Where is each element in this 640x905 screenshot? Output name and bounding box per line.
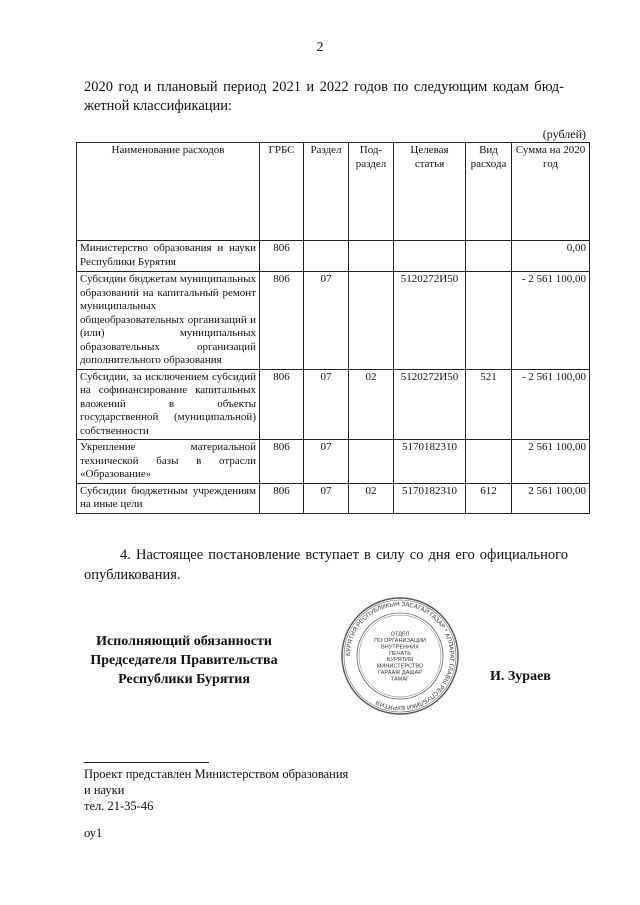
signature-line-2: Председателя Правительства <box>90 653 278 668</box>
seal-center-line: ВНУТРЕННИХ <box>380 644 420 651</box>
cell-subsection: 02 <box>349 369 394 440</box>
table-row <box>77 440 590 484</box>
cell-subsection <box>349 272 394 370</box>
cell-target: 5120272И50 <box>394 369 466 440</box>
cell-type: 612 <box>466 483 512 513</box>
intro-line-1: 2020 год и плановый период 2021 и 2022 годов по следующим кодам бюд- <box>84 79 564 95</box>
official-seal <box>340 596 460 716</box>
header-type: Вид расхода <box>466 143 512 241</box>
cell-target: 5120272И50 <box>394 272 466 370</box>
table-row <box>77 483 590 513</box>
signature-line-1: Исполняющий обязанности <box>96 634 272 649</box>
intro-paragraph <box>84 78 564 116</box>
cell-section: 07 <box>304 369 349 440</box>
cell-section <box>304 241 349 272</box>
table-row <box>77 241 590 272</box>
cell-name: Субсидии, за исключением субсидий на софинансирование капитальных вложений в объекты государственной (муниципальной) собственности <box>77 369 260 440</box>
cell-target: 5170182310 <box>394 440 466 484</box>
cell-type: 521 <box>466 369 512 440</box>
document-code: оу1 <box>84 826 103 840</box>
table-header-row <box>77 143 590 241</box>
cell-target: 5170182310 <box>394 483 466 513</box>
cell-name: Субсидии бюджетам муниципальных образований на капитальный ремонт муниципальных общеобразовательных организаций и (или) муниципальных образовательных организаций дополнительного образования <box>77 272 260 370</box>
intro-line-2: жетной классификации: <box>84 98 233 114</box>
table-row <box>77 369 590 440</box>
cell-grbs: 806 <box>260 440 304 484</box>
cell-subsection <box>349 440 394 484</box>
units-label: (рублей) <box>542 127 586 141</box>
cell-subsection: 02 <box>349 483 394 513</box>
seal-center-line: ГАРААЖ ДАШАР <box>377 670 423 676</box>
cell-amount: 2 561 100,00 <box>512 483 590 513</box>
table-row <box>77 272 590 370</box>
cell-type <box>466 440 512 484</box>
cell-amount: - 2 561 100,00 <box>512 272 590 370</box>
header-name: Наименование расходов <box>77 143 260 241</box>
cell-grbs: 806 <box>260 369 304 440</box>
seal-center-line: ПО ОРГАНИЗАЦИИ <box>374 638 426 644</box>
cell-amount: 2 561 100,00 <box>512 440 590 484</box>
signer-name: И. Зураев <box>490 669 551 684</box>
seal-center-line: МИНИСТЕРСТВО <box>376 663 424 670</box>
cell-section: 07 <box>304 440 349 484</box>
cell-target <box>394 241 466 272</box>
cell-subsection <box>349 241 394 272</box>
cell-amount: 0,00 <box>512 241 590 272</box>
cell-name: Субсидии бюджетным учреждениям на иные цели <box>77 483 260 513</box>
decree-paragraph: 4. Настоящее постановление вступает в силу со дня его официального опубликования. <box>84 547 568 583</box>
cell-name: Министерство образования и науки Республики Бурятия <box>77 241 260 272</box>
budget-table <box>76 142 590 514</box>
header-section: Раздел <box>304 143 349 241</box>
seal-center-line: ПЕЧАТЬ <box>389 650 411 657</box>
cell-grbs: 806 <box>260 272 304 370</box>
header-subsection: Под-раздел <box>349 143 394 241</box>
footnote-divider <box>84 762 209 763</box>
signature-line-3: Республики Бурятия <box>118 672 250 687</box>
header-target: Целевая статья <box>394 143 466 241</box>
signature-title <box>84 632 284 689</box>
seal-center-line: ОТДЕЛ <box>390 631 410 638</box>
header-amount: Сумма на 2020 год <box>512 143 590 241</box>
header-grbs: ГРБС <box>260 143 304 241</box>
svg-text:БУРЯТИЯ РЕСПУБЛИКЫН ЗАСАГАЙ ГА: БУРЯТИЯ РЕСПУБЛИКЫН ЗАСАГАЙ ГАЗАР * АППАРАТ ГЛАВЫ РЕСПУБЛИКИ БУРЯТИЯ <box>344 600 456 712</box>
cell-grbs: 806 <box>260 483 304 513</box>
footnote-line-2: и науки <box>84 783 125 797</box>
page-number: 2 <box>316 40 324 55</box>
footnote <box>84 766 384 814</box>
cell-type <box>466 241 512 272</box>
cell-amount: - 2 561 100,00 <box>512 369 590 440</box>
footnote-line-1: Проект представлен Министерством образования <box>84 767 349 781</box>
cell-section: 07 <box>304 483 349 513</box>
seal-center-line: БУРЯТИЯ <box>386 657 414 664</box>
cell-section: 07 <box>304 272 349 370</box>
seal-center-line: ТАМАГ <box>390 676 410 683</box>
cell-grbs: 806 <box>260 241 304 272</box>
footnote-phone: тел. 21-35-46 <box>84 799 154 813</box>
cell-type <box>466 272 512 370</box>
cell-name: Укрепление материальной технической базы в отрасли «Образование» <box>77 440 260 484</box>
